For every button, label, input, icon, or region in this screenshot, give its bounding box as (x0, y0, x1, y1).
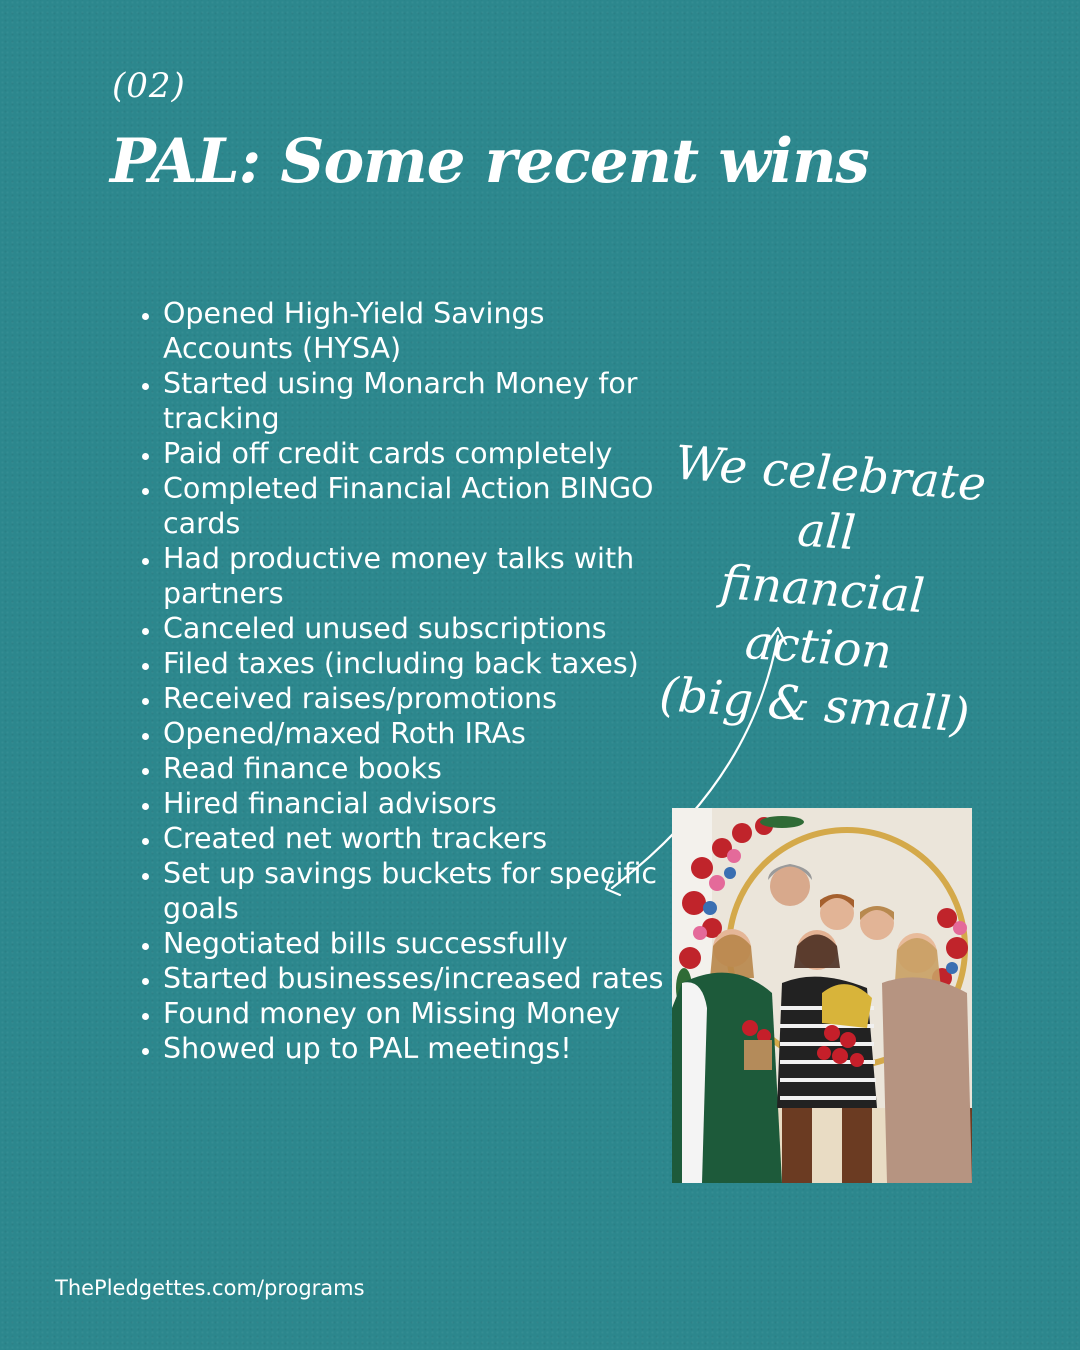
list-item: • Negotiated bills successfully (163, 926, 683, 961)
wins-list (128, 296, 683, 1066)
footer-link[interactable]: ThePledgettes.com/programs (55, 1276, 365, 1300)
list-item: • Found money on Missing Money (163, 996, 683, 1031)
list-item: • Completed Financial Action BINGO cards (163, 471, 683, 541)
note-line: (big & small) (657, 667, 972, 744)
note-line: We celebrate all (673, 435, 988, 562)
list-item: • Canceled unused subscriptions (163, 611, 683, 646)
page-title: PAL: Some recent wins (110, 126, 869, 197)
list-item: • Filed taxes (including back taxes) (163, 646, 683, 681)
list-item: • Started businesses/increased rates (163, 961, 683, 996)
group-photo-illustration (672, 808, 972, 1183)
list-item: • Created net worth trackers (163, 821, 683, 856)
group-photo (672, 808, 972, 1183)
list-item: • Showed up to PAL meetings! (163, 1031, 683, 1066)
list-item: • Received raises/promotions (163, 681, 683, 716)
list-item: • Started using Monarch Money for tracking (163, 366, 683, 436)
list-item: • Opened High-Yield Savings Accounts (HYSA) (163, 296, 683, 366)
handwritten-note (648, 434, 997, 746)
list-item: • Read finance books (163, 751, 683, 786)
list-item: • Opened/maxed Roth IRAs (163, 716, 683, 751)
section-number: (02) (112, 66, 186, 106)
list-item: • Set up savings buckets for specific goals (163, 856, 683, 926)
list-item: • Hired financial advisors (163, 786, 683, 821)
list-item: • Paid off credit cards completely (163, 436, 683, 471)
list-item: • Had productive money talks with partners (163, 541, 683, 611)
note-line: financial action (718, 555, 927, 681)
